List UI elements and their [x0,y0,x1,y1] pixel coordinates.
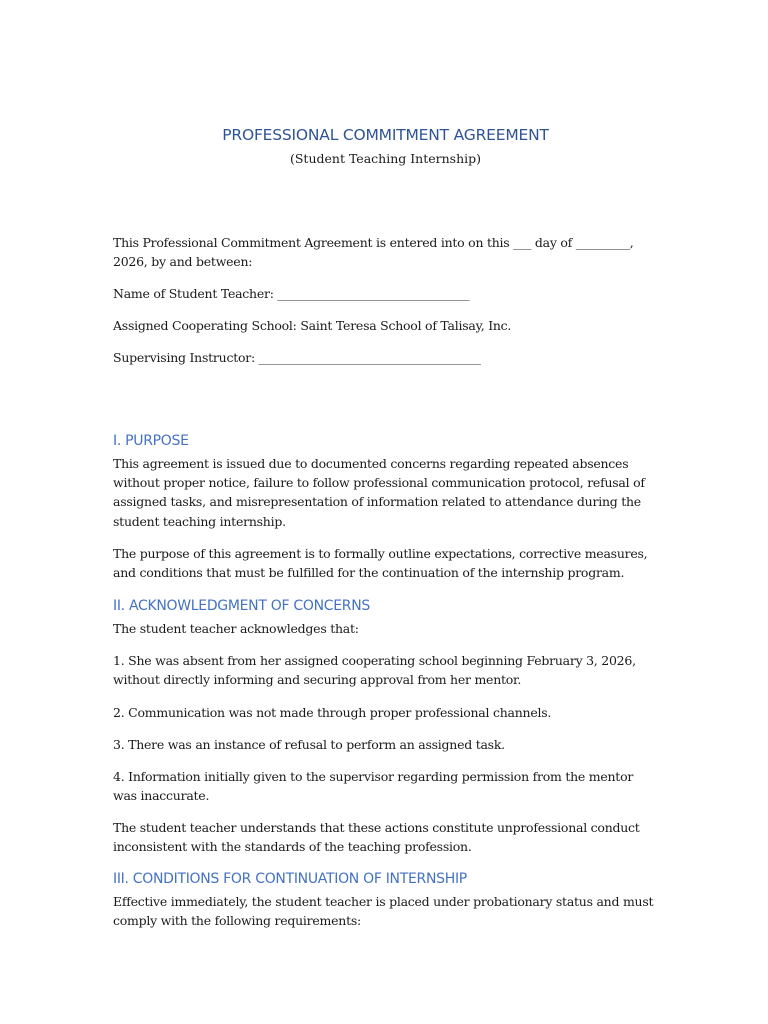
cooperating-school-line: Assigned Cooperating School: Saint Teresa School of Talisay, Inc. [113,318,512,333]
section-heading-acknowledgment: II. ACKNOWLEDGMENT OF CONCERNS [113,598,370,614]
document-subtitle: (Student Teaching Internship) [289,151,482,166]
section-heading-purpose: I. PURPOSE [113,433,189,449]
student-teacher-line: Name of Student Teacher: ________________________________ [113,286,470,301]
section-heading-conditions: III. CONDITIONS FOR CONTINUATION OF INTERNSHIP [113,871,467,887]
acknowledgment-item-3: 3. There was an instance of refusal to perform an assigned task. [113,737,505,752]
acknowledgment-intro: The student teacher acknowledges that: [113,621,359,636]
conditions-paragraph-1: Effective immediately, the student teacher is placed under probationary status and must comply with the following requirements: [113,894,654,929]
document-title: PROFESSIONAL COMMITMENT AGREEMENT [222,126,549,144]
supervising-instructor-line: Supervising Instructor: _____________________________________ [113,350,481,365]
acknowledgment-conclusion: The student teacher understands that these actions constitute unprofessional conduct inconsistent with the standards of the teaching profession. [113,820,640,855]
acknowledgment-item-1: 1. She was absent from her assigned cooperating school beginning February 3, 2026, without directly informing and securing approval from her mentor. [113,653,636,688]
intro-paragraph: This Professional Commitment Agreement is entered into on this ___ day of _________, 2026, by and between: [113,235,634,270]
acknowledgment-item-2: 2. Communication was not made through proper professional channels. [113,705,552,720]
acknowledgment-item-4: 4. Information initially given to the supervisor regarding permission from the mentor was inaccurate. [113,769,634,804]
purpose-paragraph-1: This agreement is issued due to documented concerns regarding repeated absences without proper notice, failure to follow professional communication protocol, refusal of assigned tasks, and misrepresentation of information related to attendance during the student teaching internship. [113,456,645,529]
purpose-paragraph-2: The purpose of this agreement is to formally outline expectations, corrective measures, and conditions that must be fulfilled for the continuation of the internship program. [113,546,648,581]
